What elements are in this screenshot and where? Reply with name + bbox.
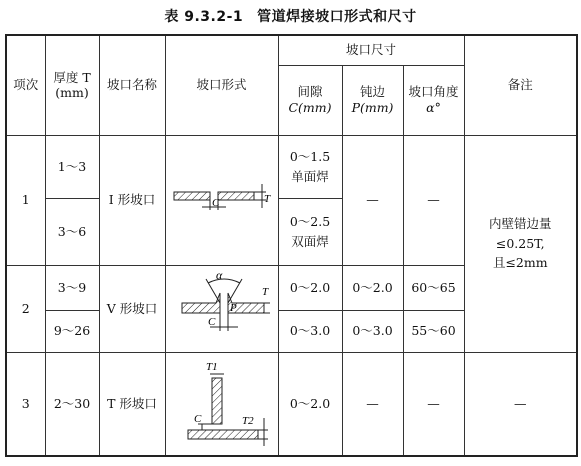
row1-seq: 1	[6, 135, 45, 265]
header-root-face-unit: P(mm)	[351, 100, 394, 115]
row1-gap-b-value: 0～2.5	[289, 213, 331, 229]
remark-line-3: 且≤2mm	[492, 255, 548, 271]
row2-angle-a: 60～65	[403, 265, 464, 310]
row2-name: V 形坡口	[99, 265, 165, 352]
label-c: C	[211, 197, 219, 209]
remark-cell	[464, 135, 577, 352]
t-groove-drawing	[172, 358, 272, 450]
row2-root-face-a: 0～2.0	[342, 265, 403, 310]
remark-line-1: 内壁错边量	[489, 216, 552, 232]
row3-remark: —	[464, 352, 577, 456]
row2-gap-b: 0～3.0	[278, 310, 342, 352]
header-thickness-label: 厚度 T	[53, 69, 91, 85]
label-t1: T1	[205, 360, 218, 373]
row1-gap-b-note: 双面焊	[291, 233, 329, 249]
header-gap	[278, 65, 342, 135]
row2-seq: 2	[6, 265, 45, 352]
v-groove-drawing	[172, 269, 272, 349]
label-alpha: α	[215, 268, 222, 282]
label-p: P	[229, 301, 237, 314]
row3-gap: 0～2.0	[278, 352, 342, 456]
row2-gap-a: 0～2.0	[278, 265, 342, 310]
v-groove-sketch	[165, 265, 278, 352]
header-groove-name: 坡口名称	[99, 35, 165, 135]
row3-thickness: 2～30	[45, 352, 99, 456]
header-groove-form: 坡口形式	[165, 35, 278, 135]
row1-thickness-b: 3～6	[45, 198, 99, 265]
row1-gap-a-value: 0～1.5	[289, 148, 331, 164]
label-t2: T2	[241, 414, 254, 427]
row1-gap-a	[278, 135, 342, 198]
label-t: T	[261, 285, 268, 298]
header-angle-label: 坡口角度	[408, 84, 459, 100]
header-angle-unit: α°	[426, 100, 441, 115]
header-remark: 备注	[464, 35, 577, 135]
row3-angle: —	[403, 352, 464, 456]
remark-line-2: ≤0.25T,	[495, 235, 545, 251]
i-groove-drawing	[172, 170, 272, 230]
row1-name: I 形坡口	[99, 135, 165, 265]
row3-seq: 3	[6, 352, 45, 456]
table-caption: 管道焊接坡口形式和尺寸	[257, 9, 417, 25]
header-seq: 项次	[6, 35, 45, 135]
groove-spec-table	[5, 34, 578, 457]
row2-angle-b: 55～60	[403, 310, 464, 352]
row2-thickness-b: 9～26	[45, 310, 99, 352]
row1-root-face: —	[342, 135, 403, 265]
header-gap-unit: C(mm)	[288, 100, 332, 115]
row1-thickness-a: 1～3	[45, 135, 99, 198]
header-thickness	[45, 35, 99, 135]
row3-name: T 形坡口	[99, 352, 165, 456]
header-thickness-unit: (mm)	[55, 85, 89, 101]
table-title	[0, 6, 581, 26]
header-root-face-label: 钝边	[359, 84, 385, 100]
row2-thickness-a: 3～9	[45, 265, 99, 310]
header-root-face	[342, 65, 403, 135]
header-groove-size: 坡口尺寸	[278, 35, 464, 65]
row3-root-face: —	[342, 352, 403, 456]
label-c: C	[193, 412, 201, 425]
table-row	[6, 352, 577, 456]
t-groove-sketch	[165, 352, 278, 456]
header-gap-label: 间隙	[297, 84, 323, 100]
table-number: 表 9.3.2-1	[164, 9, 244, 25]
label-c: C	[207, 315, 215, 328]
row1-angle: —	[403, 135, 464, 265]
header-angle	[403, 65, 464, 135]
label-t: T	[263, 193, 270, 205]
row1-gap-a-note: 单面焊	[291, 168, 329, 184]
table-row	[6, 135, 577, 198]
i-groove-sketch	[165, 135, 278, 265]
row2-root-face-b: 0～3.0	[342, 310, 403, 352]
row1-gap-b	[278, 198, 342, 265]
